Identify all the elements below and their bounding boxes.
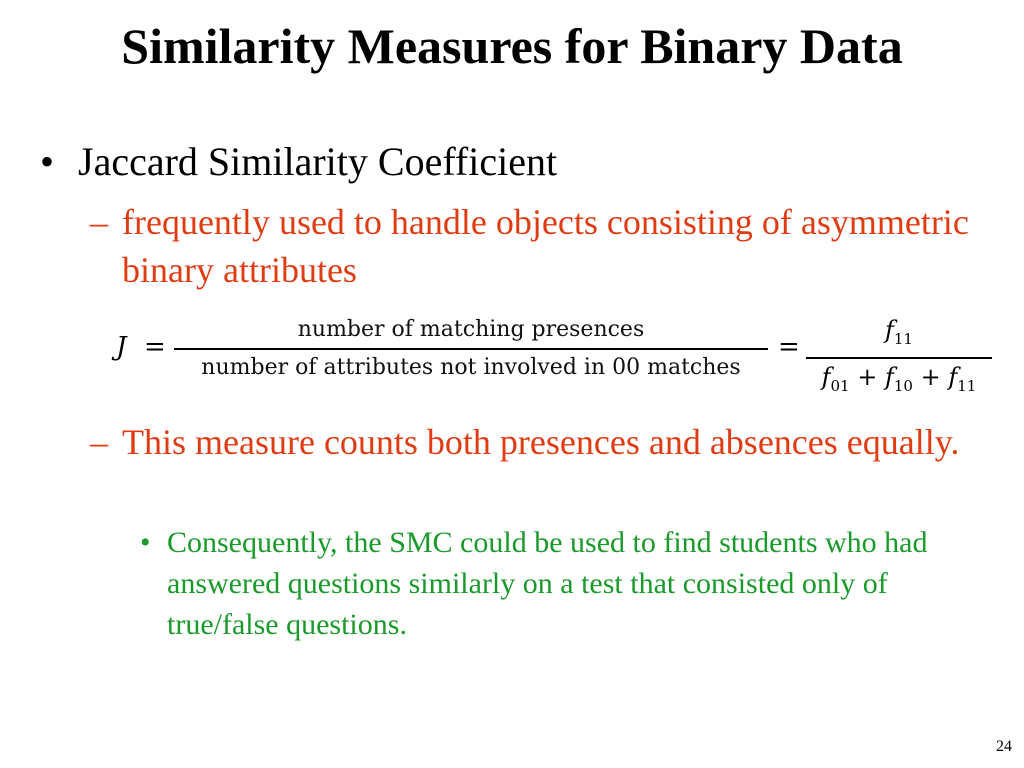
dash-marker: – (90, 202, 108, 242)
bullet-jaccard (40, 138, 557, 186)
sub-bullet-counts-text: This measure counts both presences and absences equally. (122, 422, 960, 462)
formula-lhs: J (116, 332, 127, 362)
formula-numerator: number of matching presences (297, 317, 645, 342)
formula-word-fraction (174, 312, 768, 386)
slide-title: Similarity Measures for Binary Data (121, 18, 903, 74)
formula-rhs-denominator: $f_{01} + f_{10} + f_{11}$ (821, 362, 977, 395)
formula-rhs-numerator: $f_{11}$ (885, 316, 913, 348)
formula-denominator: number of attributes not involved in 00 matches (201, 355, 741, 380)
sub-bullet-asymmetric-text: frequently used to handle objects consisting of asymmetric binary attributes (122, 202, 969, 290)
bullet-smc-text: Consequently, the SMC could be used to find students who had answered questions similarly on a test that consisted only of true/false questions. (167, 526, 928, 641)
sub-bullet-asymmetric (90, 198, 990, 294)
formula-equals: = (144, 332, 166, 362)
formula-equals: = (778, 332, 800, 362)
bullet-marker: • (140, 526, 151, 559)
dash-marker: – (90, 422, 108, 462)
bullet-jaccard-text: Jaccard Similarity Coefficient (78, 139, 558, 184)
sub-bullet-counts (90, 418, 990, 466)
bullet-marker: • (40, 139, 55, 184)
bullet-smc (140, 522, 990, 645)
formula-symbol-fraction (806, 312, 992, 404)
page-number: 24 (996, 738, 1012, 755)
